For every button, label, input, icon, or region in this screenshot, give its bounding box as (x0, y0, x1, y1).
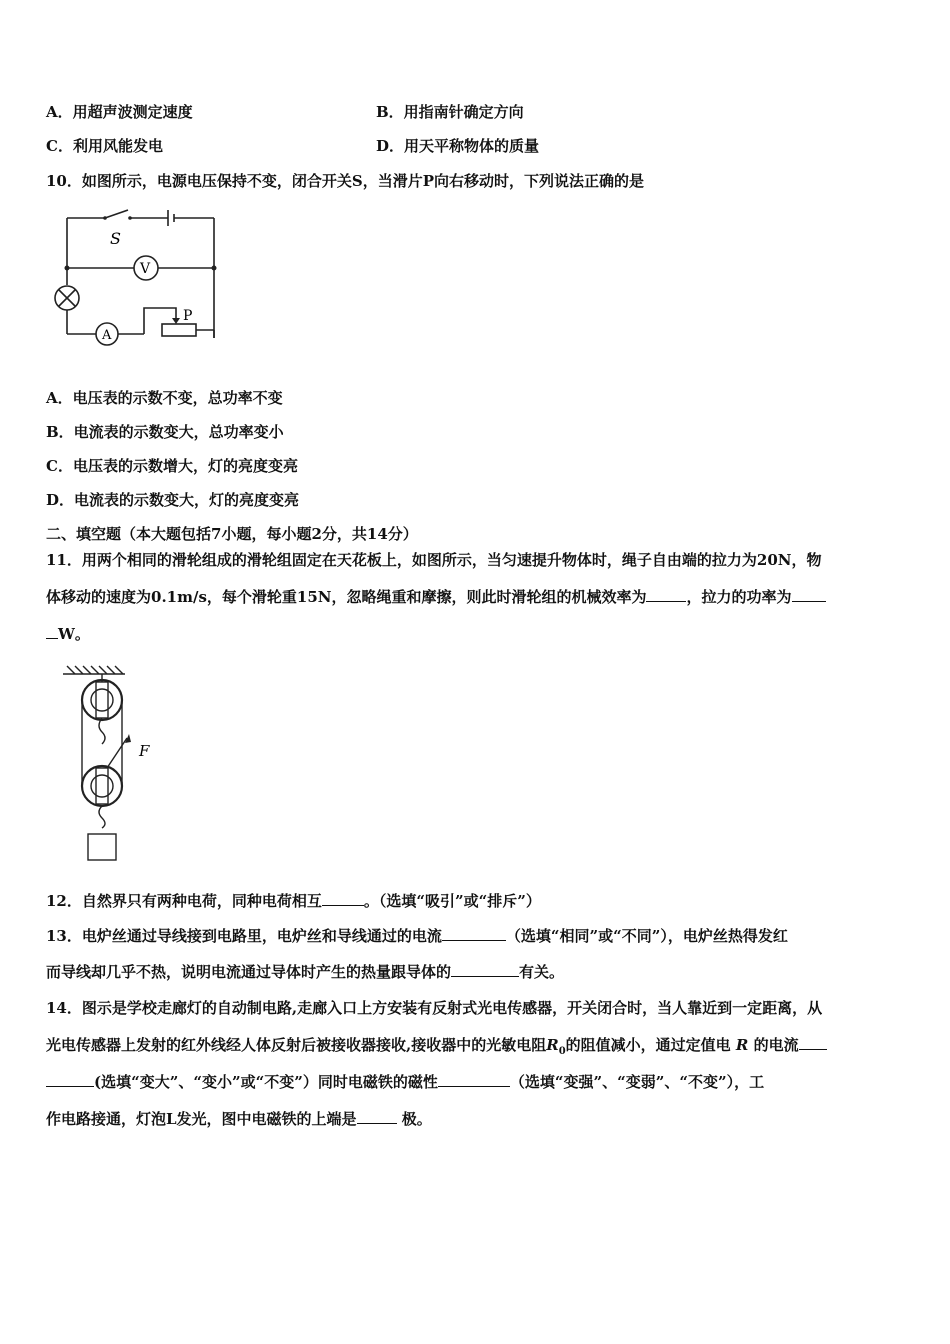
q13-text-a: 13．电炉丝通过导线接到电路里，电炉丝和导线通过的电流 (46, 927, 442, 945)
q9-option-d[interactable]: D．用天平称物体的质量 (376, 137, 540, 155)
q11-power-blank-part1[interactable] (792, 587, 826, 602)
q13-current-blank[interactable] (442, 926, 506, 941)
q12-blank[interactable] (322, 891, 364, 906)
q14-r-symbol: R (735, 1036, 749, 1054)
ammeter-label: A (102, 328, 112, 343)
q14-text-b: 的阻值减小，通过定值电 (565, 1036, 731, 1054)
hook-icon (99, 718, 105, 744)
q10-circuit-diagram (50, 206, 230, 356)
switch-lever (105, 210, 128, 218)
force-label: F (139, 742, 150, 760)
q14-line-3 (46, 1072, 764, 1092)
q11-power-blank-part2[interactable] (46, 624, 58, 639)
q14-line-2 (46, 1035, 827, 1062)
rheostat-icon (162, 324, 196, 336)
section-heading: 二、填空题（本大题包括7小题，每小题2分，共14分） (46, 525, 418, 543)
q11-text-a: 体移动的速度为0.1m/s，每个滑轮重15N，忽略绳重和摩擦，则此时滑轮组的机械效率为 (46, 588, 647, 606)
load-block (88, 834, 116, 860)
q10-option-b[interactable]: B．电流表的示数变大，总功率变小 (46, 423, 284, 441)
q14-text-c: 的电流 (753, 1036, 799, 1054)
q11-pulley-diagram (55, 664, 165, 864)
movable-pulley-icon (82, 766, 122, 806)
q10-option-c[interactable]: C．电压表的示数增大，灯的亮度变亮 (46, 457, 298, 475)
q11-line-1: 11．用两个相同的滑轮组成的滑轮组固定在天花板上，如图所示，当匀速提升物体时，绳子自由端的拉力为20N，物 (46, 551, 822, 569)
q11-text-b: ，拉力的功率为 (686, 588, 792, 606)
q14-pole-blank[interactable] (357, 1109, 397, 1124)
q13-text-d: 有关。 (519, 963, 565, 981)
q14-line-1: 14．图示是学校走廊灯的自动制电路,走廊入口上方安装有反射式光电传感器，开关闭合时，当人靠近到一定距离，从 (46, 999, 823, 1017)
slider-label: P (183, 308, 193, 324)
q12-line (46, 891, 541, 911)
q12-text-a: 12．自然界只有两种电荷，同种电荷相互 (46, 892, 322, 910)
q14-current-blank-part2[interactable] (46, 1072, 94, 1087)
q13-text-c: 而导线却几乎不热，说明电流通过导体时产生的热量跟导体的 (46, 963, 452, 981)
q14-r0-symbol: R (546, 1036, 559, 1054)
q14-r0-subscript: 0 (558, 1046, 566, 1057)
q10-option-d[interactable]: D．电流表的示数变大，灯的亮度变亮 (46, 491, 300, 509)
q9-option-a[interactable]: A．用超声波测定速度 (46, 103, 193, 121)
q13-text-b: （选填“相同”或“不同”），电炉丝热得发红 (505, 927, 788, 945)
q14-text-d: (选填“变大”、“变小”或“不变”）同时电磁铁的磁性 (94, 1073, 438, 1091)
q14-text-e: （选填“变强”、“变弱”、“不变”），工 (509, 1073, 765, 1091)
q14-magnetism-blank[interactable] (438, 1072, 510, 1087)
switch-label: S (110, 229, 121, 248)
fixed-pulley-icon (82, 680, 122, 720)
q13-line-1 (46, 926, 788, 946)
q13-line-2 (46, 962, 564, 982)
q14-text-a: 光电传感器上发射的红外线经人体反射后被接收器接收,接收器中的光敏电阻 (46, 1036, 547, 1054)
q14-current-blank-part1[interactable] (799, 1035, 827, 1050)
rope-free-end (107, 738, 127, 768)
q11-unit: W。 (58, 625, 90, 643)
q14-text-g: 极。 (401, 1110, 432, 1128)
voltmeter-label: V (140, 261, 151, 277)
q9-option-b[interactable]: B．用指南针确定方向 (376, 103, 524, 121)
q11-line-3 (46, 624, 90, 644)
q12-text-b: 。（选填“吸引”或“排斥”） (363, 892, 541, 910)
q10-stem: 10．如图所示，电源电压保持不变，闭合开关S，当滑片P向右移动时，下列说法正确的是 (46, 172, 644, 190)
q14-text-f: 作电路接通，灯泡L发光，图中电磁铁的上端是 (46, 1110, 357, 1128)
q9-option-c[interactable]: C．利用风能发电 (46, 137, 163, 155)
q13-factor-blank[interactable] (451, 962, 519, 977)
load-hook-icon (99, 806, 105, 828)
slider-arrow-icon (172, 318, 180, 324)
q11-line-2 (46, 587, 826, 607)
q10-option-a[interactable]: A．电压表的示数不变，总功率不变 (46, 389, 283, 407)
q14-line-4 (46, 1109, 432, 1129)
q11-efficiency-blank[interactable] (646, 587, 686, 602)
